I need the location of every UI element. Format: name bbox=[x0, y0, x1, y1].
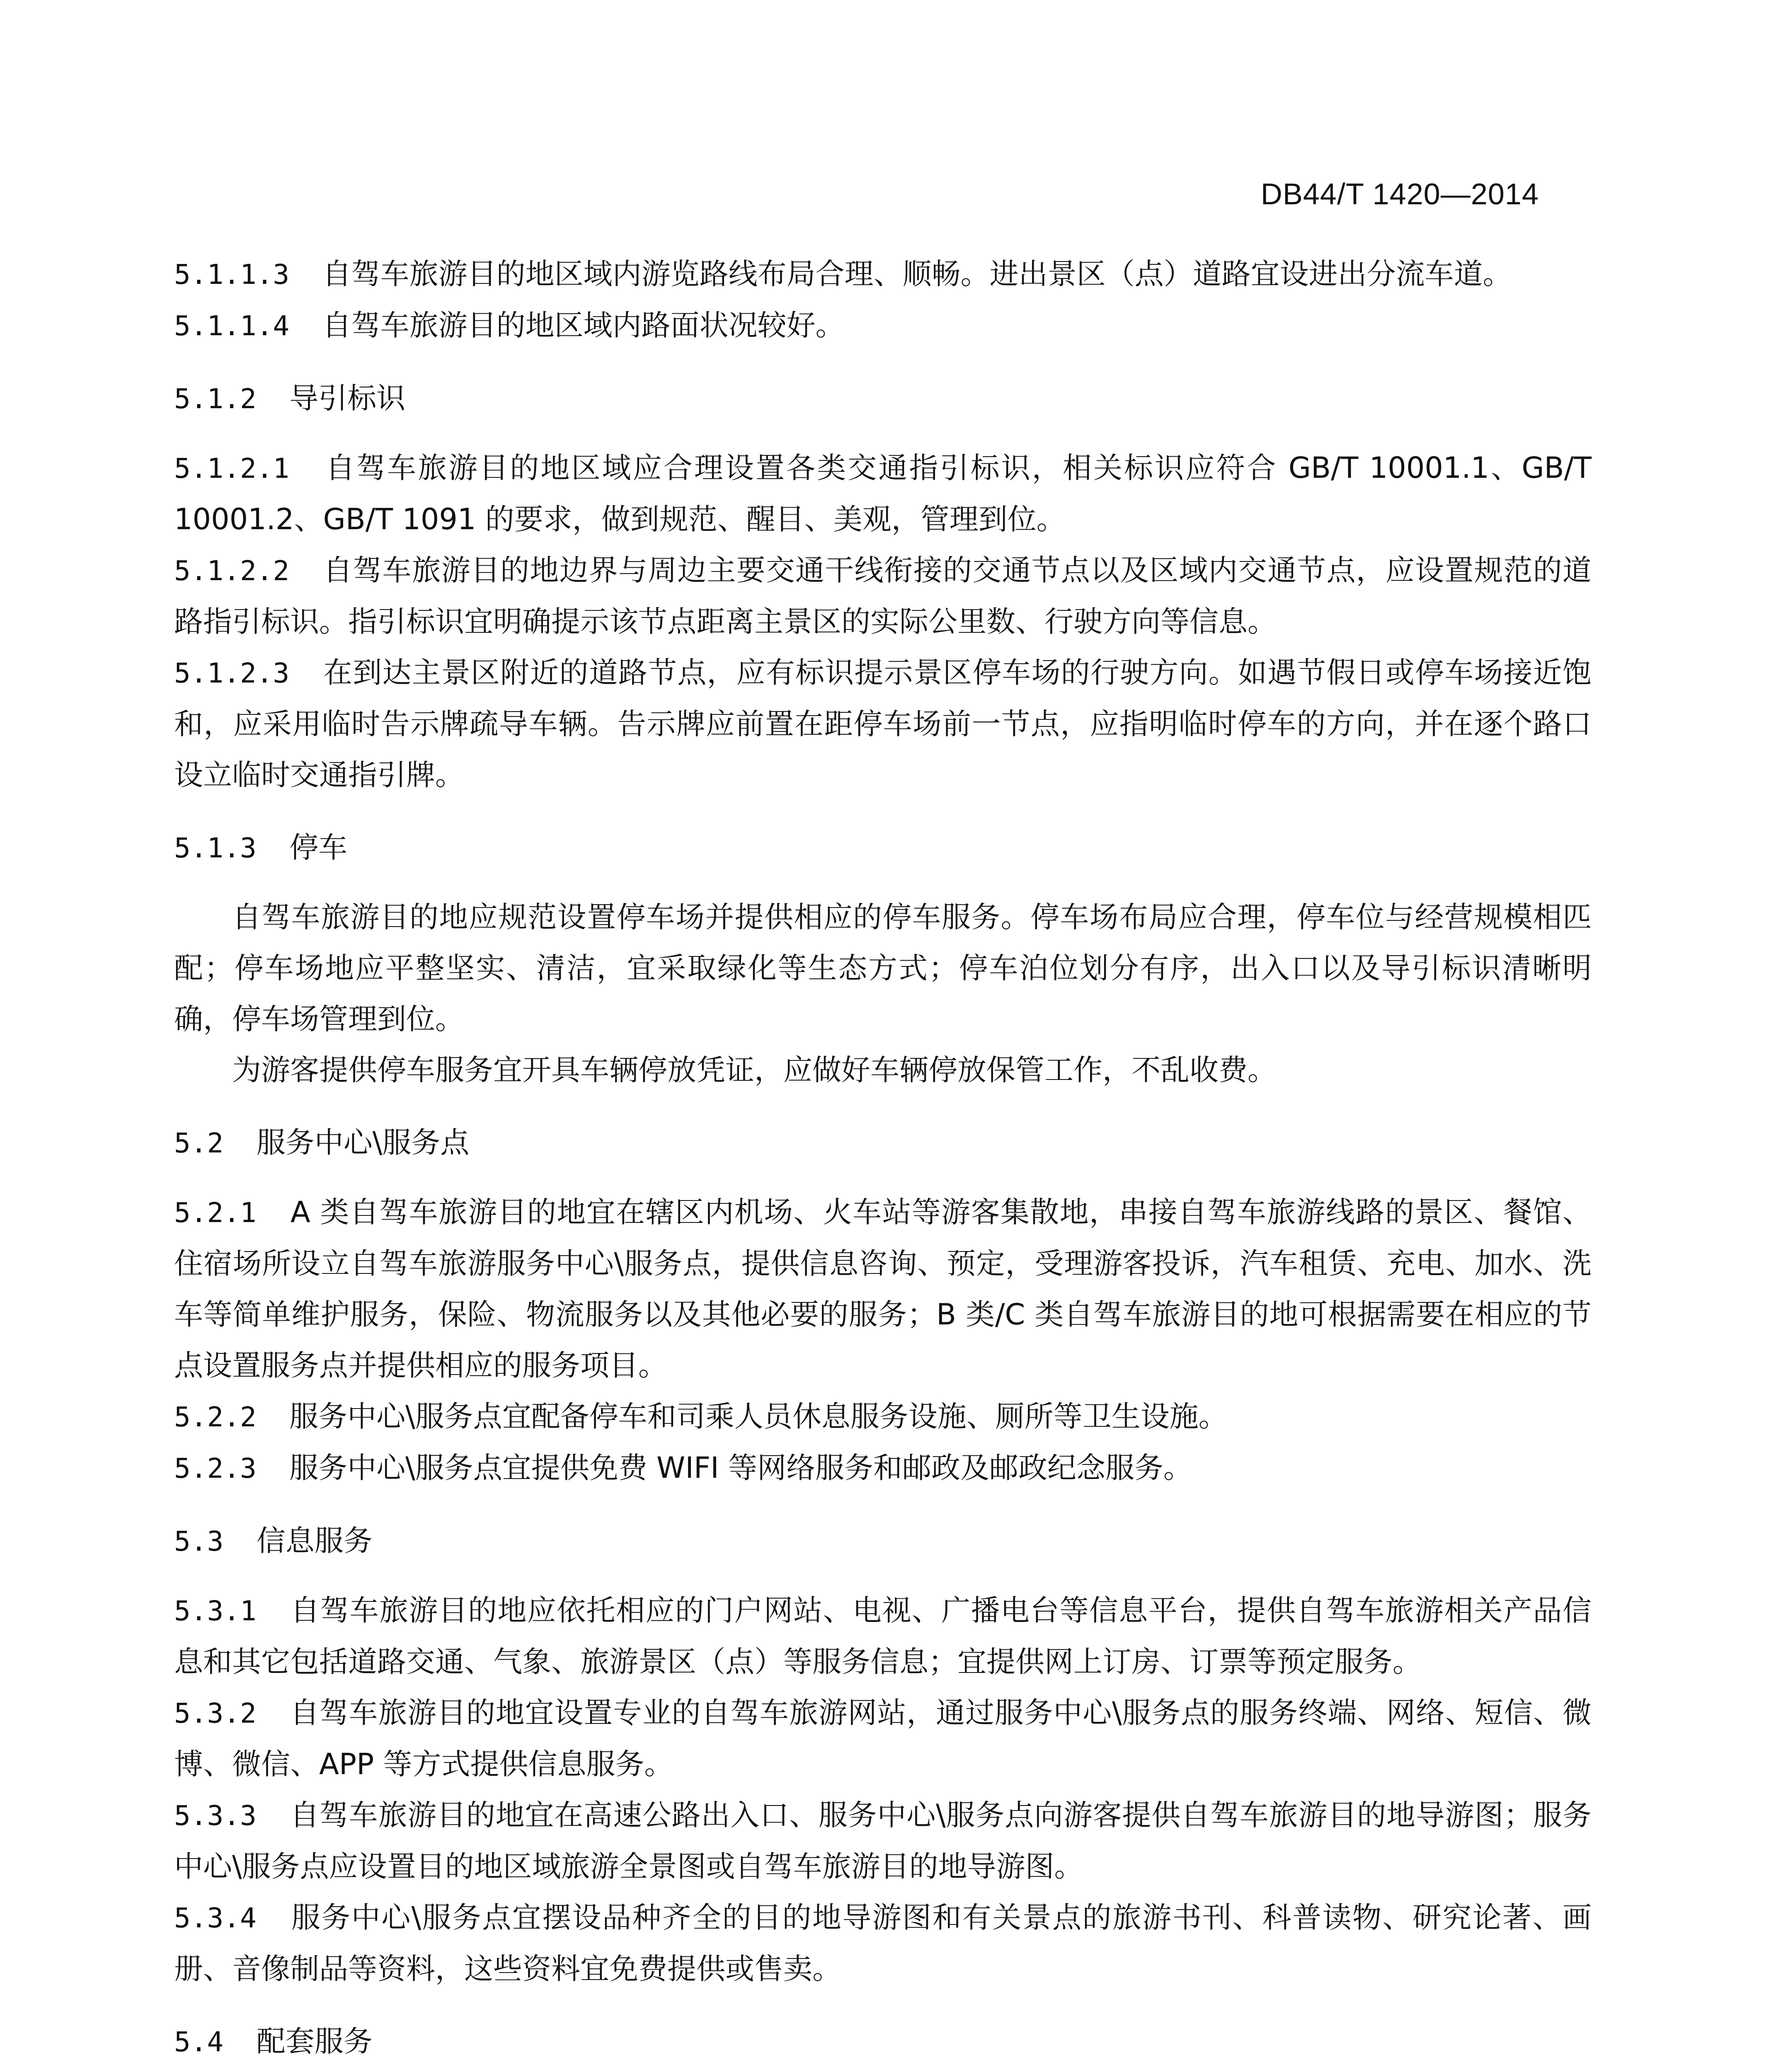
clause-number: 5.1.2.3 bbox=[174, 657, 290, 689]
clause-number: 5.3.2 bbox=[174, 1697, 257, 1729]
clause-text: 自驾车旅游目的地宜在高速公路出入口、服务中心\服务点向游客提供自驾车旅游目的地导游图；服务中心\服务点应设置目的地区域旅游全景图或自驾车旅游目的地导游图。 bbox=[174, 1798, 1592, 1883]
heading-title: 停车 bbox=[289, 830, 348, 864]
heading-number: 5.1.3 bbox=[174, 832, 257, 864]
heading-number: 5.2 bbox=[174, 1127, 224, 1159]
clause-number: 5.3.4 bbox=[174, 1902, 257, 1934]
clause-5-2-1 bbox=[174, 1187, 1592, 1391]
clause-text: 自驾车旅游目的地区域内路面状况较好。 bbox=[322, 308, 845, 342]
document-code: DB44/T 1420—2014 bbox=[1260, 178, 1539, 211]
clause-number: 5.2.2 bbox=[174, 1401, 257, 1433]
clause-text: 自驾车旅游目的地区域内游览路线布局合理、顺畅。进出景区（点）道路宜设进出分流车道。 bbox=[322, 257, 1512, 291]
clause-text: 自驾车旅游目的地应依托相应的门户网站、电视、广播电台等信息平台，提供自驾车旅游相关产品信息和其它包括道路交通、气象、旅游景区（点）等服务信息；宜提供网上订房、订票等预定服务。 bbox=[174, 1593, 1592, 1679]
clause-5-1-2-3 bbox=[174, 647, 1592, 801]
clause-5-1-1-3 bbox=[174, 249, 1592, 300]
clause-number: 5.1.2.2 bbox=[174, 555, 290, 587]
heading-number: 5.1.2 bbox=[174, 383, 257, 415]
heading-number: 5.3 bbox=[174, 1525, 224, 1557]
clause-5-3-1 bbox=[174, 1585, 1592, 1687]
heading-5-1-3 bbox=[174, 822, 1592, 874]
clause-5-1-2-2 bbox=[174, 545, 1592, 647]
clause-text: 服务中心\服务点宜摆设品种齐全的目的地导游图和有关景点的旅游书刊、科普读物、研究论著、画册、音像制品等资料，这些资料宜免费提供或售卖。 bbox=[174, 1900, 1592, 1986]
clause-text: A 类自驾车旅游目的地宜在辖区内机场、火车站等游客集散地，串接自驾车旅游线路的景区、餐馆、住宿场所设立自驾车旅游服务中心\服务点，提供信息咨询、预定，受理游客投诉，汽车租赁、充电、加水、洗车等简单维护服务，保险、物流服务以及其他必要的服务；B 类/C 类自驾车旅游目的地可根据需要在相应的节点设置服务点并提供相应的服务项目。 bbox=[174, 1195, 1592, 1382]
clause-text: 自驾车旅游目的地边界与周边主要交通干线衔接的交通节点以及区域内交通节点，应设置规范的道路指引标识。指引标识宜明确提示该节点距离主景区的实际公里数、行驶方向等信息。 bbox=[174, 553, 1592, 639]
clause-5-3-2 bbox=[174, 1687, 1592, 1790]
clause-number: 5.1.1.3 bbox=[174, 259, 290, 290]
clause-5-2-3 bbox=[174, 1443, 1592, 1494]
heading-5-4 bbox=[174, 2016, 1592, 2067]
clause-5-1-1-4 bbox=[174, 300, 1592, 351]
paragraph-parking-a: 自驾车旅游目的地应规范设置停车场并提供相应的停车服务。停车场布局应合理，停车位与经营规模相匹配；停车场地应平整坚实、清洁，宜采取绿化等生态方式；停车泊位划分有序，出入口以及导引标识清晰明确，停车场管理到位。 bbox=[174, 900, 1592, 1036]
clause-text: 服务中心\服务点宜配备停车和司乘人员休息服务设施、厕所等卫生设施。 bbox=[289, 1399, 1228, 1433]
clause-5-3-4 bbox=[174, 1892, 1592, 1995]
clause-number: 5.1.2.1 bbox=[174, 453, 290, 484]
document-body bbox=[174, 249, 1592, 2072]
heading-title: 服务中心\服务点 bbox=[256, 1126, 470, 1159]
clause-text: 服务中心\服务点宜提供免费 WIFI 等网络服务和邮政及邮政纪念服务。 bbox=[289, 1451, 1193, 1485]
clause-number: 5.1.1.4 bbox=[174, 310, 290, 342]
clause-text: 自驾车旅游目的地区域应合理设置各类交通指引标识，相关标识应符合 GB/T 10001.1、GB/T 10001.2、GB/T 1091 的要求，做到规范、醒目、美观，管理到位。 bbox=[174, 451, 1592, 536]
heading-title: 信息服务 bbox=[256, 1524, 373, 1558]
heading-5-3 bbox=[174, 1515, 1592, 1567]
clause-5-1-2-1 bbox=[174, 443, 1592, 545]
clause-5-2-2 bbox=[174, 1391, 1592, 1443]
heading-title: 导引标识 bbox=[289, 381, 406, 415]
heading-5-2 bbox=[174, 1117, 1592, 1169]
paragraph-parking-b: 为游客提供停车服务宜开具车辆停放凭证，应做好车辆停放保管工作，不乱收费。 bbox=[232, 1053, 1277, 1087]
clause-text: 在到达主景区附近的道路节点，应有标识提示景区停车场的行驶方向。如遇节假日或停车场接近饱和，应采用临时告示牌疏导车辆。告示牌应前置在距停车场前一节点，应指明临时停车的方向，并在逐个路口设立临时交通指引牌。 bbox=[174, 656, 1592, 792]
heading-title: 配套服务 bbox=[256, 2024, 373, 2058]
clause-number: 5.2.3 bbox=[174, 1452, 257, 1484]
clause-number: 5.2.1 bbox=[174, 1197, 257, 1229]
clause-number: 5.3.3 bbox=[174, 1800, 257, 1832]
clause-text: 自驾车旅游目的地宜设置专业的自驾车旅游网站，通过服务中心\服务点的服务终端、网络、短信、微博、微信、APP 等方式提供信息服务。 bbox=[174, 1696, 1592, 1781]
clause-number: 5.3.1 bbox=[174, 1595, 257, 1627]
clause-5-3-3 bbox=[174, 1790, 1592, 1892]
heading-5-1-2 bbox=[174, 373, 1592, 424]
heading-number: 5.4 bbox=[174, 2026, 224, 2058]
